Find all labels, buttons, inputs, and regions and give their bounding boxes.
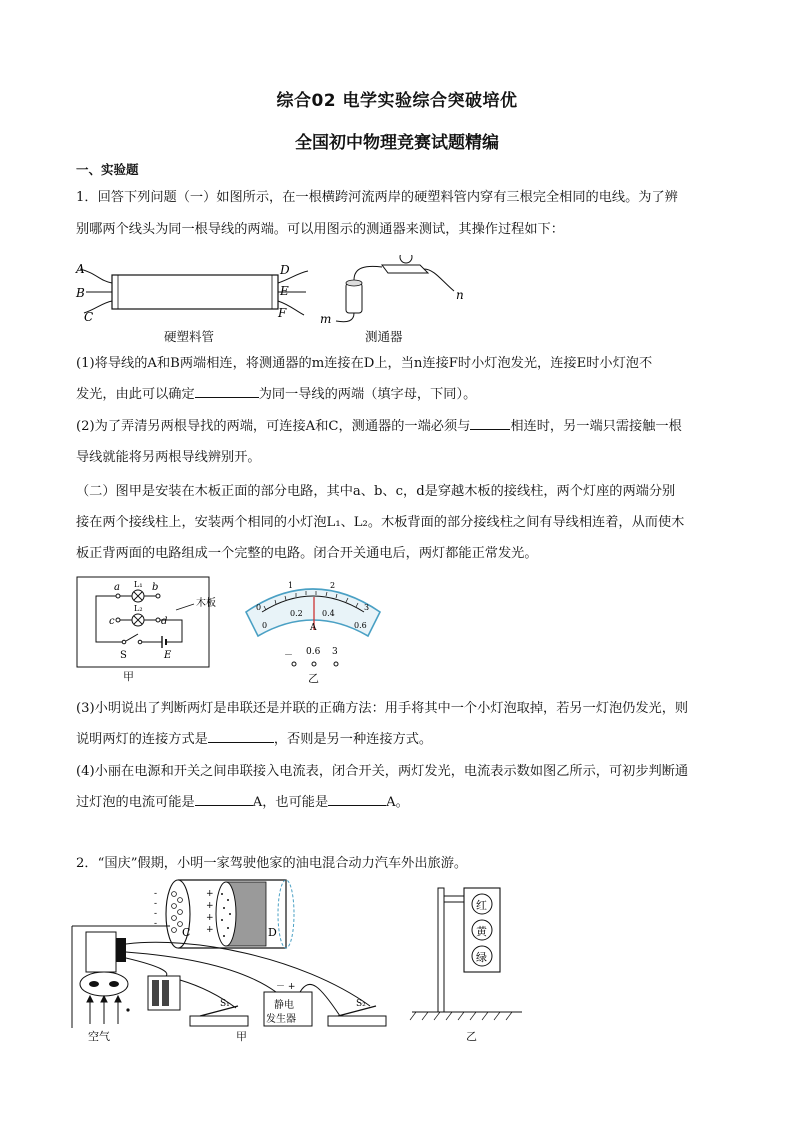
lower-tick-0: 0 — [262, 621, 268, 630]
svg-text:-: - — [154, 919, 158, 929]
label-b: B — [76, 286, 85, 300]
q2-intro: 2．“国庆”假期，小明一家驾驶他家的油电混合动力汽车外出旅游。 — [76, 856, 468, 871]
terminal-3: 3 — [332, 647, 338, 657]
green-light-label: 绿 — [476, 951, 487, 964]
upper-tick-3: 3 — [364, 603, 370, 612]
battery-icon — [346, 283, 362, 313]
upper-tick-1: 1 — [288, 581, 294, 590]
label-a: A — [76, 262, 85, 276]
q1-part3-text-a: 说明两灯的连接方式是 — [76, 732, 208, 747]
terminal-0-6: 0.6 — [306, 647, 321, 657]
figure-ammeter — [240, 572, 386, 682]
label-m: m — [320, 312, 332, 326]
terminal-minus: － — [284, 651, 294, 661]
label-n: n — [456, 288, 464, 302]
tester-caption: 测通器 — [365, 329, 403, 344]
svg-text:+: + — [206, 925, 214, 935]
air-label: 空气 — [88, 1030, 110, 1043]
q1-second-intro-3: 板正背两面的电路组成一个完整的电路。闭合开关通电后，两灯都能正常发光。 — [76, 546, 538, 561]
q1-part1-text-a: 发光，由此可以确定 — [76, 387, 195, 402]
label-s1: S₁ — [220, 999, 230, 1009]
label-c-fig2: C — [182, 926, 191, 939]
svg-text:-: - — [154, 909, 158, 919]
lamp-l1-label: L₁ — [134, 580, 143, 589]
q1-part3-line-2 — [76, 728, 724, 747]
lower-tick-1: 0.2 — [290, 609, 303, 618]
q1-intro-line-1: 1．回答下列问题（一）如图所示，在一根横跨河流两岸的硬塑料管内穿有三根完全相同的电线。为了辨 — [76, 190, 678, 205]
terminal-b: b — [152, 582, 159, 593]
label-f: F — [278, 306, 287, 320]
source-label: E — [164, 650, 172, 661]
q1-part4-text-c: A。 — [386, 795, 409, 810]
q1-part4-text-b: A，也可能是 — [252, 795, 329, 810]
switch-s1-icon — [200, 1006, 238, 1016]
q1-part2-line-2: 导线就能将另两根导线辨别开。 — [76, 450, 261, 465]
answer-blank-5[interactable] — [328, 793, 386, 806]
svg-text:+: + — [206, 889, 214, 899]
lower-tick-2: 0.4 — [322, 609, 335, 618]
page-title: 综合02 电学实验综合突破培优 — [276, 91, 518, 111]
bulb-icon — [400, 255, 412, 263]
q1-second-intro-1: （二）图甲是安装在木板正面的部分电路，其中a、b、c，d是穿越木板的接线柱，两个灯座的两端分别 — [76, 484, 676, 499]
switch-label: S — [120, 650, 127, 661]
label-d: D — [280, 263, 290, 277]
figure-exhaust-apparatus — [70, 876, 400, 1046]
upper-tick-2: 2 — [330, 581, 336, 590]
q1-part1-line-1: (1)将导线的A和B两端相连，将测通器的m连接在D上，当n连接F时小灯泡发光，连接E时小灯泡不 — [76, 356, 653, 371]
lamp-l2-label: L₂ — [134, 604, 143, 613]
upper-tick-0: 0 — [256, 603, 262, 612]
label-e: E — [280, 284, 289, 298]
section-heading: 一、实验题 — [76, 162, 139, 177]
fig2-caption-yi: 乙 — [466, 1030, 477, 1043]
red-light-label: 红 — [476, 899, 487, 912]
label-d-fig2: D — [268, 926, 277, 939]
q1-part2-text-b: 相连时，另一端只需接触一根 — [510, 419, 682, 434]
q1-intro-line-2: 别哪两个线头为同一根导线的两端。可以用图示的测通器来测试，其操作过程如下： — [76, 222, 564, 237]
q1-part1-line-2 — [76, 383, 724, 402]
q1-part4-text-a: 过灯泡的电流可能是 — [76, 795, 195, 810]
lower-tick-3: 0.6 — [354, 621, 367, 630]
meter-unit: A — [310, 623, 317, 633]
svg-text:+: + — [206, 901, 214, 911]
q1-part4-line-2 — [76, 791, 724, 810]
svg-text:-: - — [154, 899, 158, 909]
generator-label-2: 发生器 — [266, 1014, 296, 1025]
q1-part2-text-a: (2)为了弄清另两根导找的两端，可连接A和C，测通器的一端必须与 — [76, 419, 471, 434]
label-s2: S₂ — [356, 999, 366, 1009]
plastic-tube — [112, 275, 278, 309]
fig-caption-jia: 甲 — [123, 670, 134, 683]
answer-blank-4[interactable] — [195, 793, 253, 806]
yellow-light-label: 黄 — [476, 925, 487, 938]
page-subtitle: 全国初中物理竞赛试题精编 — [295, 133, 499, 153]
label-c: C — [84, 310, 94, 324]
q1-second-intro-2: 接在两个接线柱上，安装两个相同的小灯泡L₁、L₂。木板背面的部分接线柱之间有导线相连着，从而使木 — [76, 515, 685, 530]
q1-part1-text-b: 为同一导线的两端（填字母，下同）。 — [258, 387, 477, 402]
generator-polarity: － + — [276, 982, 296, 992]
figure-traffic-light — [408, 884, 528, 1024]
answer-blank-1[interactable] — [195, 385, 259, 398]
fig-caption-yi: 乙 — [308, 672, 319, 685]
figure-board-circuit — [76, 576, 236, 684]
answer-blank-3[interactable] — [208, 730, 274, 743]
q1-part4-line-1: (4)小丽在电源和开关之间串联接入电流表，闭合开关，两灯发光，电流表示数如图乙所示，可初步判断通 — [76, 764, 689, 779]
q1-part3-text-b: ，否则是另一种连接方式。 — [273, 732, 433, 747]
answer-blank-2[interactable] — [470, 417, 510, 430]
fig2-caption-jia: 甲 — [236, 1030, 247, 1043]
generator-label-1: 静电 — [274, 1000, 294, 1011]
svg-text:+: + — [206, 913, 214, 923]
figure-tube-tester — [70, 255, 490, 345]
terminal-d: d — [161, 616, 168, 627]
board-label: 木板 — [196, 598, 216, 609]
terminal-a: a — [114, 582, 120, 593]
q1-part3-line-1: (3)小明说出了判断两灯是串联还是并联的正确方法：用手将其中一个小灯泡取掉，若另一灯泡仍发光，则 — [76, 701, 689, 716]
q1-part2-line-1 — [76, 415, 724, 434]
svg-text:-: - — [154, 889, 158, 899]
tube-caption: 硬塑料管 — [164, 329, 215, 344]
terminal-c: c — [109, 616, 115, 627]
